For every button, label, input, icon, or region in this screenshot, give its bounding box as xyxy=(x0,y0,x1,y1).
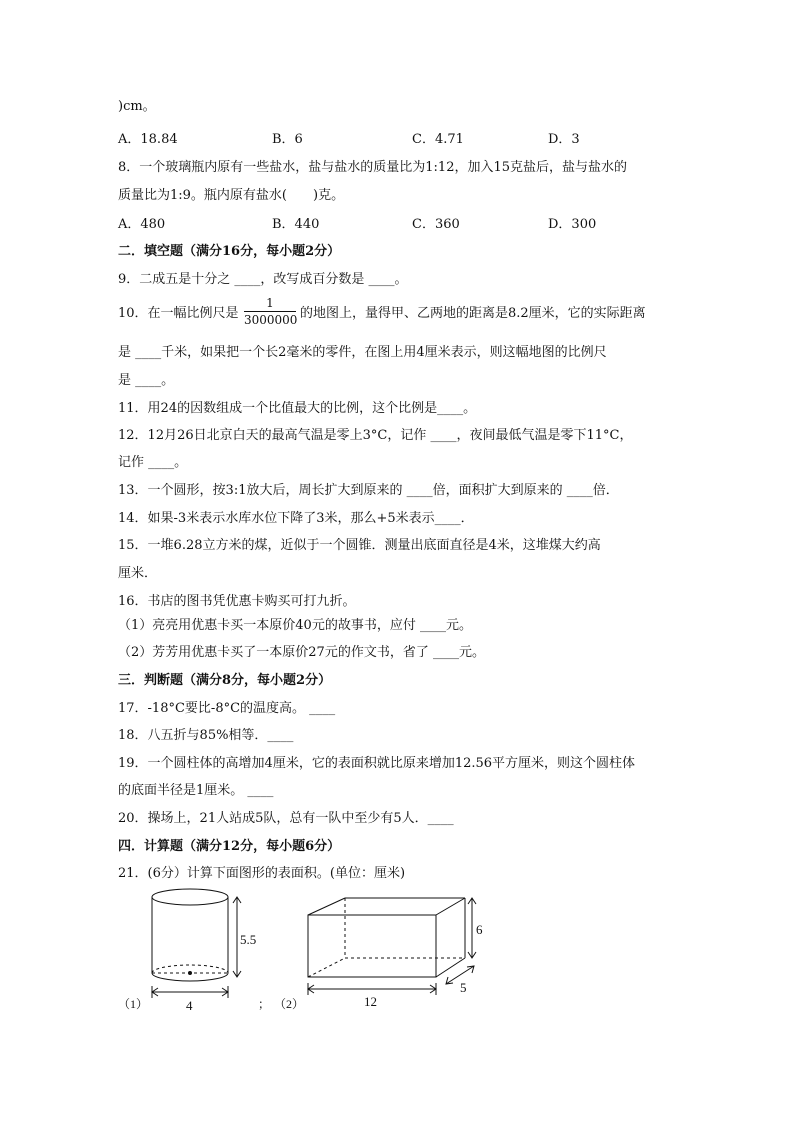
section-2-title: 二．填空题（满分16分，每小题2分） xyxy=(118,244,341,259)
cuboid-hidden-edge xyxy=(308,958,345,977)
cylinder-figure xyxy=(152,889,241,998)
q16: 16．书店的图书凭优惠卡购买可打九折。 xyxy=(118,594,356,609)
cuboid-edge xyxy=(436,898,465,915)
q10-fraction-numerator: 1 xyxy=(266,296,274,310)
q19-line1: 19．一个圆柱体的高增加4厘米，它的表面积就比原来增加12.56平方厘米，则这个圆柱体 xyxy=(118,756,636,771)
q7-option-b[interactable]: B．6 xyxy=(272,132,303,147)
q12-line2: 记作 ____。 xyxy=(118,455,188,470)
q8-option-b[interactable]: B．440 xyxy=(272,217,320,232)
q8-line2: 质量比为1:9。瓶内原有盐水( )克。 xyxy=(118,188,345,203)
fraction-bar xyxy=(244,311,296,312)
cylinder-diameter-label: 4 xyxy=(186,998,193,1013)
cuboid-length-label: 12 xyxy=(364,994,377,1009)
figure-2-label: （2） xyxy=(274,997,305,1011)
q8-option-c[interactable]: C．360 xyxy=(412,217,460,232)
q10-line3: 是 ____。 xyxy=(118,373,175,388)
q8-option-a[interactable]: A．480 xyxy=(118,217,166,232)
section-4-title: 四．计算题（满分12分，每小题6分） xyxy=(118,839,341,854)
q16-part1: （1）亮亮用优惠卡买一本原价40元的故事书，应付 ____元。 xyxy=(118,618,472,633)
cuboid-height-label: 6 xyxy=(476,922,483,937)
cylinder-top-ellipse xyxy=(152,889,228,905)
section-3-title: 三．判断题（满分8分，每小题2分） xyxy=(118,673,332,688)
q15-line2: 厘米． xyxy=(118,566,158,581)
cuboid-figure xyxy=(308,898,476,995)
cylinder-height-label: 5.5 xyxy=(240,932,257,947)
q20: 20．操场上，21人站成5队，总有一队中至少有5人．____ xyxy=(118,811,454,826)
q10-fraction-denominator: 3000000 xyxy=(244,313,298,327)
q15-line1: 15．一堆6.28立方米的煤，近似于一个圆锥．测量出底面直径是4米，这堆煤大约高 xyxy=(118,538,601,553)
figure-separator: ； xyxy=(258,997,271,1011)
q10-before: 10．在一幅比例尺是 xyxy=(118,306,239,321)
cylinder-center-dot xyxy=(189,972,192,975)
q21-figures xyxy=(0,880,794,1040)
figure-1-label: （1） xyxy=(118,997,149,1011)
q10-scale-fraction xyxy=(244,296,296,327)
cuboid-width-label: 5 xyxy=(460,980,467,995)
q8-line1: 8．一个玻璃瓶内原有一些盐水，盐与盐水的质量比为1:12，加入15克盐后，盐与盐水的 xyxy=(118,160,628,175)
q7-option-d[interactable]: D．3 xyxy=(548,132,580,147)
q10-after: 的地图上，量得甲、乙两地的距离是8.2厘米，它的实际距离 xyxy=(300,306,646,321)
q9: 9．二成五是十分之 ____，改写成百分数是 ____。 xyxy=(118,272,408,287)
q19-line2: 的底面半径是1厘米。 ____ xyxy=(118,783,274,798)
q7-option-a[interactable]: A．18.84 xyxy=(118,132,178,147)
q21: 21．(6分）计算下面图形的表面积。(单位：厘米) xyxy=(118,866,406,881)
q7-option-c[interactable]: C．4.71 xyxy=(412,132,464,147)
q14: 14．如果-3米表示水库水位下降了3米，那么+5米表示____． xyxy=(118,511,474,526)
cuboid-front-face xyxy=(308,915,436,977)
q11: 11．用24的因数组成一个比值最大的比例，这个比例是____。 xyxy=(118,401,477,416)
q10-line2: 是 ____千米，如果把一个长2毫米的零件，在图上用4厘米表示，则这幅地图的比例尺 xyxy=(118,345,607,360)
q7-tail: )cm。 xyxy=(118,99,156,114)
q16-part2: （2）芳芳用优惠卡买了一本原价27元的作文书，省了 ____元。 xyxy=(118,645,485,660)
q18: 18．八五折与85%相等．____ xyxy=(118,728,294,743)
q17: 17．-18°C要比-8°C的温度高。 ____ xyxy=(118,701,336,716)
q8-option-d[interactable]: D．300 xyxy=(548,217,597,232)
q12-line1: 12．12月26日北京白天的最高气温是零上3°C，记作 ____，夜间最低气温是零下11°C， xyxy=(118,428,633,443)
q13: 13．一个圆形，按3:1放大后，周长扩大到原来的 ____倍，面积扩大到原来的 ____倍． xyxy=(118,483,619,498)
cuboid-edge xyxy=(308,898,345,915)
